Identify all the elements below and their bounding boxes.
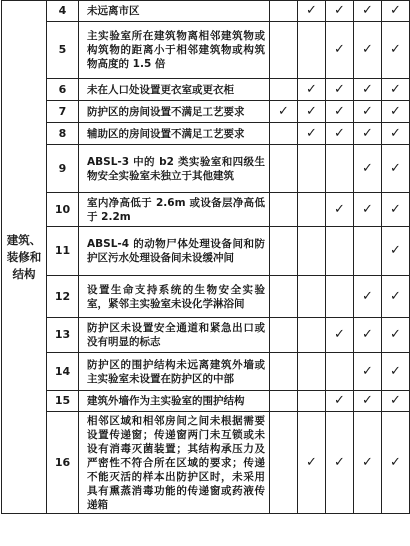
table-row <box>2 353 410 391</box>
check-mark-icon: ✓ <box>334 454 345 470</box>
check-cell-level-3 <box>326 276 354 318</box>
check-mark-icon: ✓ <box>362 363 373 379</box>
check-cell-level-1 <box>270 101 298 123</box>
check-cell-level-3 <box>326 412 354 514</box>
requirements-table <box>1 0 410 514</box>
row-description: 防护区的围护结构未远离建筑外墙或主实验室未设置在防护区的中部 <box>79 353 270 391</box>
check-cell-level-3 <box>326 391 354 412</box>
check-mark-icon: ✓ <box>362 327 373 342</box>
check-mark-icon: ✓ <box>390 243 401 258</box>
check-mark-icon: ✓ <box>334 3 345 18</box>
check-mark-icon: ✓ <box>390 454 401 470</box>
check-mark-icon: ✓ <box>362 288 373 304</box>
check-cell-level-5 <box>382 101 410 123</box>
row-number: 12 <box>47 276 79 318</box>
check-cell-level-4 <box>354 227 382 276</box>
check-mark-icon: ✓ <box>390 201 401 217</box>
check-mark-icon: ✓ <box>390 288 401 304</box>
check-mark-icon: ✓ <box>334 42 345 57</box>
check-cell-level-4 <box>354 193 382 227</box>
check-mark-icon: ✓ <box>390 160 401 176</box>
row-description: 防护区未设置安全通道和紧急出口或没有明显的标志 <box>79 318 270 353</box>
check-mark-icon: ✓ <box>334 103 345 119</box>
row-number: 5 <box>47 22 79 79</box>
row-description: 未远离市区 <box>79 1 270 22</box>
check-mark-icon: ✓ <box>334 125 345 141</box>
check-cell-level-2 <box>298 22 326 79</box>
check-cell-level-2 <box>298 227 326 276</box>
check-mark-icon: ✓ <box>334 81 345 97</box>
check-cell-level-1 <box>270 79 298 101</box>
check-cell-level-4 <box>354 101 382 123</box>
check-mark-icon: ✓ <box>306 81 317 97</box>
check-cell-level-4 <box>354 318 382 353</box>
check-mark-icon: ✓ <box>306 3 317 18</box>
check-cell-level-4 <box>354 1 382 22</box>
row-description: 防护区的房间设置不满足工艺要求 <box>79 101 270 123</box>
check-cell-level-3 <box>326 227 354 276</box>
row-number: 16 <box>47 412 79 514</box>
check-cell-level-4 <box>354 22 382 79</box>
check-cell-level-5 <box>382 412 410 514</box>
check-cell-level-2 <box>298 1 326 22</box>
check-mark-icon: ✓ <box>362 81 373 97</box>
check-cell-level-3 <box>326 22 354 79</box>
check-cell-level-3 <box>326 193 354 227</box>
check-cell-level-1 <box>270 22 298 79</box>
check-cell-level-1 <box>270 391 298 412</box>
check-mark-icon: ✓ <box>306 103 317 119</box>
table-row <box>2 101 410 123</box>
check-cell-level-4 <box>354 276 382 318</box>
row-number: 8 <box>47 123 79 145</box>
table-row <box>2 193 410 227</box>
check-cell-level-3 <box>326 79 354 101</box>
table-row <box>2 227 410 276</box>
row-number: 6 <box>47 79 79 101</box>
row-description: ABSL-4 的动物尸体处理设备间和防护区污水处理设备间未设缓冲间 <box>79 227 270 276</box>
check-cell-level-5 <box>382 318 410 353</box>
check-cell-level-4 <box>354 412 382 514</box>
row-number: 7 <box>47 101 79 123</box>
check-mark-icon: ✓ <box>362 454 373 470</box>
table-row <box>2 123 410 145</box>
check-mark-icon: ✓ <box>362 103 373 119</box>
row-description: 相邻区域和相邻房间之间未根据需要设置传递窗；传递窗两门未互锁或未设有消毒灭菌装置；其结构承压力及严密性不符合所在区域的要求；传递不能灭活的样本出防护区时，未采用具有熏蒸消毒功能的传递窗或药液传递箱 <box>79 412 270 514</box>
check-mark-icon: ✓ <box>362 393 373 408</box>
table-row <box>2 318 410 353</box>
check-mark-icon: ✓ <box>390 103 401 119</box>
check-mark-icon: ✓ <box>334 327 345 342</box>
table-row <box>2 79 410 101</box>
check-mark-icon: ✓ <box>390 3 401 18</box>
check-cell-level-1 <box>270 276 298 318</box>
check-cell-level-2 <box>298 276 326 318</box>
table-row <box>2 391 410 412</box>
row-description: ABSL-3 中的 b2 类实验室和四级生物安全实验室未独立于其他建筑 <box>79 145 270 193</box>
check-mark-icon: ✓ <box>390 125 401 141</box>
row-number: 11 <box>47 227 79 276</box>
row-description: 主实验室所在建筑物离相邻建筑物或构筑物的距离小于相邻建筑物或构筑物高度的 1.5 倍 <box>79 22 270 79</box>
row-description: 设置生命支持系统的生物安全实验室，紧邻主实验室未设化学淋浴间 <box>79 276 270 318</box>
check-mark-icon: ✓ <box>334 201 345 217</box>
check-cell-level-5 <box>382 22 410 79</box>
row-number: 13 <box>47 318 79 353</box>
check-cell-level-5 <box>382 79 410 101</box>
check-cell-level-5 <box>382 276 410 318</box>
row-description: 室内净高低于 2.6m 或设备层净高低于 2.2m <box>79 193 270 227</box>
table-row <box>2 22 410 79</box>
table-row <box>2 145 410 193</box>
check-cell-level-5 <box>382 123 410 145</box>
check-mark-icon: ✓ <box>306 125 317 141</box>
check-mark-icon: ✓ <box>362 3 373 18</box>
check-cell-level-4 <box>354 123 382 145</box>
check-cell-level-5 <box>382 391 410 412</box>
check-cell-level-1 <box>270 318 298 353</box>
check-mark-icon: ✓ <box>390 81 401 97</box>
check-cell-level-3 <box>326 1 354 22</box>
check-cell-level-4 <box>354 353 382 391</box>
category-cell: 建筑、装修和结构 <box>2 1 47 514</box>
check-cell-level-2 <box>298 412 326 514</box>
check-cell-level-2 <box>298 145 326 193</box>
row-number: 4 <box>47 1 79 22</box>
check-cell-level-1 <box>270 145 298 193</box>
table-row <box>2 276 410 318</box>
check-mark-icon: ✓ <box>390 363 401 379</box>
check-cell-level-2 <box>298 193 326 227</box>
check-mark-icon: ✓ <box>362 42 373 57</box>
check-cell-level-5 <box>382 193 410 227</box>
check-mark-icon: ✓ <box>334 393 345 408</box>
check-cell-level-2 <box>298 318 326 353</box>
check-mark-icon: ✓ <box>390 42 401 57</box>
check-mark-icon: ✓ <box>362 160 373 176</box>
check-cell-level-1 <box>270 123 298 145</box>
check-cell-level-5 <box>382 227 410 276</box>
row-number: 10 <box>47 193 79 227</box>
check-cell-level-2 <box>298 79 326 101</box>
check-cell-level-1 <box>270 412 298 514</box>
check-cell-level-4 <box>354 79 382 101</box>
row-number: 14 <box>47 353 79 391</box>
row-description: 辅助区的房间设置不满足工艺要求 <box>79 123 270 145</box>
check-mark-icon: ✓ <box>306 454 317 470</box>
row-description: 未在人口处设置更衣室或更衣柜 <box>79 79 270 101</box>
check-mark-icon: ✓ <box>390 327 401 342</box>
table-row <box>2 1 410 22</box>
check-cell-level-5 <box>382 145 410 193</box>
check-cell-level-2 <box>298 123 326 145</box>
row-description: 建筑外墙作为主实验室的围护结构 <box>79 391 270 412</box>
check-mark-icon: ✓ <box>390 393 401 408</box>
check-mark-icon: ✓ <box>362 201 373 217</box>
check-cell-level-2 <box>298 101 326 123</box>
check-mark-icon: ✓ <box>362 125 373 141</box>
check-cell-level-3 <box>326 145 354 193</box>
check-cell-level-3 <box>326 318 354 353</box>
row-number: 9 <box>47 145 79 193</box>
check-cell-level-1 <box>270 227 298 276</box>
check-cell-level-1 <box>270 353 298 391</box>
check-mark-icon: ✓ <box>278 103 289 119</box>
check-cell-level-5 <box>382 353 410 391</box>
check-cell-level-1 <box>270 193 298 227</box>
check-cell-level-1 <box>270 1 298 22</box>
check-cell-level-3 <box>326 101 354 123</box>
row-number: 15 <box>47 391 79 412</box>
check-cell-level-3 <box>326 353 354 391</box>
check-cell-level-5 <box>382 1 410 22</box>
check-cell-level-2 <box>298 353 326 391</box>
check-cell-level-2 <box>298 391 326 412</box>
check-cell-level-4 <box>354 391 382 412</box>
check-cell-level-3 <box>326 123 354 145</box>
table-row <box>2 412 410 514</box>
check-cell-level-4 <box>354 145 382 193</box>
